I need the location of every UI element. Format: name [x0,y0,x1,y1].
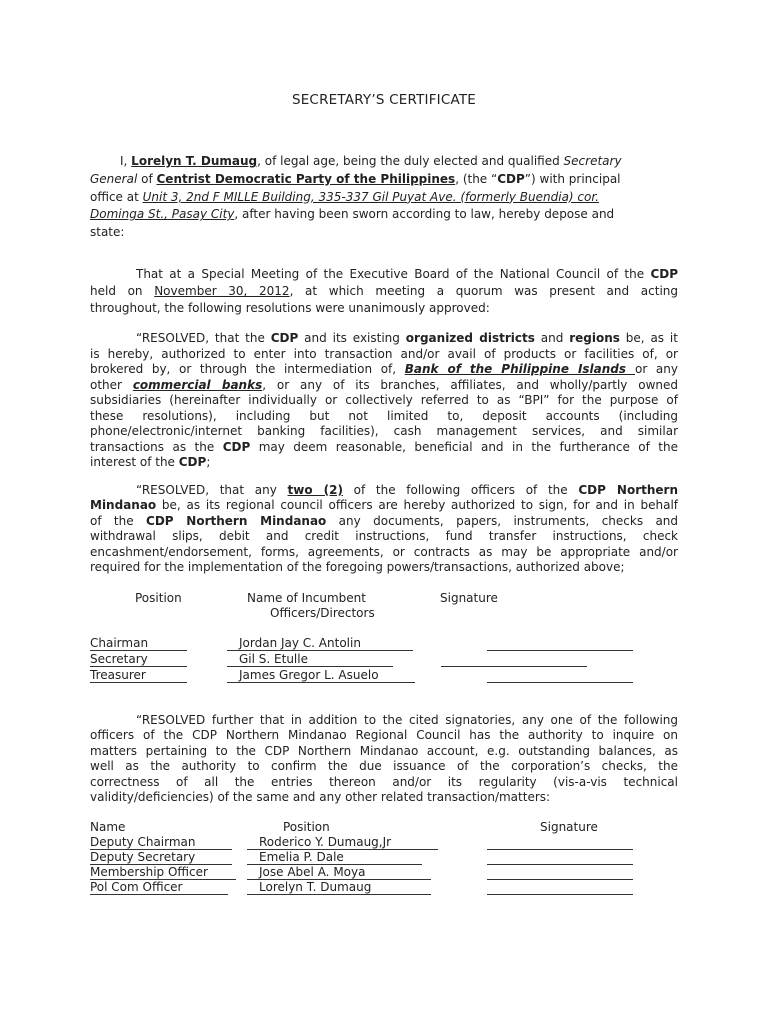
text-segment: be, as it [619,331,678,345]
name-cell: Jordan Jay C. Antolin [227,636,413,651]
text-segment: November 30, 2012 [154,284,290,299]
name-cell: Emelia P. Dale [247,850,422,865]
text-segment: CDP [178,455,207,469]
signature-line [441,652,587,667]
text-segment: encashment/endorsement, forms, agreements, or contracts as may be appropriate and/or [90,544,678,559]
text-segment: other [90,377,133,392]
signature-line [487,850,633,865]
text-segment: state: [90,225,125,240]
signature-line [487,880,633,895]
name-cell: James Gregor L. Asuelo [227,668,415,683]
text-line [90,727,678,743]
text-line [90,528,678,544]
text-line [136,330,678,346]
text-segment: regions [569,331,620,345]
text-line [90,283,678,299]
position-cell: Chairman [90,636,187,651]
text-segment: CDP [222,439,251,454]
text-segment: “RESOLVED further that in addition to the cited signatories, any one of the following [136,713,678,727]
text-segment: or any [635,362,678,376]
text-segment: two (2) [287,483,343,497]
text-segment: , at which meeting a quorum was present and acting [289,284,678,299]
text-line [90,206,614,222]
header-signature: Signature [540,820,598,834]
text-segment: Centrist Democratic Party of the Philippines [156,171,456,186]
text-segment: transactions as the [90,439,223,454]
text-segment: these resolutions), including but not limited to, deposit accounts (including [90,408,678,423]
text-segment: phone/electronic/internet banking facilities), cash management services, and similar [90,424,678,438]
text-segment: Unit 3, 2nd F MILLE Building, 335-337 Gil Puyat Ave. (formerly Buendia) cor. [142,189,600,204]
text-segment: of [137,171,157,186]
text-segment: CDP Northern [578,483,679,497]
name-cell: Jose Abel A. Moya [247,865,431,880]
text-line [136,266,678,282]
text-segment: any documents, papers, instruments, checks and [326,513,679,528]
header-signature: Signature [440,591,498,605]
text-segment: Mindanao [90,498,157,513]
text-line [90,189,599,205]
text-segment: That at a Special Meeting of the Executive Board of the National Council of the [136,267,651,281]
document-title: SECRETARY’S CERTIFICATE [291,92,477,108]
signature-line [487,636,633,651]
text-line [90,774,678,790]
text-segment: may deem reasonable, beneficial and in the furtherance of the [250,439,679,454]
text-line [90,300,490,316]
text-segment: withdrawal slips, debit and credit instructions, fund transfer instructions, check [90,529,678,544]
header-name: Name of Incumbent [247,591,366,605]
text-segment: throughout, the following resolutions were unanimously approved: [90,301,490,316]
text-segment: and its existing [298,331,406,345]
text-segment: and [534,331,570,345]
text-segment: subsidiaries (hereinafter individually or collectively referred to as “BPI” for the purpose of [90,393,678,407]
position-cell: Membership Officer [90,865,236,880]
text-segment: , of legal age, being the duly elected and qualified [257,154,564,168]
name-cell: Roderico Y. Dumaug,Jr [247,835,438,850]
text-line [90,408,678,424]
text-line [136,482,678,498]
text-segment: ”) with principal [524,171,621,186]
text-line [90,559,625,575]
text-line [90,743,678,759]
text-segment: be, as its regional council officers are hereby authorized to sign, for and in behalf [156,498,678,513]
text-line [90,361,678,377]
text-segment: office at [90,189,143,204]
text-segment: ; [206,455,211,469]
name-cell: Lorelyn T. Dumaug [247,880,431,895]
text-line [90,513,678,529]
text-segment: General [90,171,138,186]
signature-line [487,668,633,683]
text-segment: held on [90,284,155,299]
text-segment: correctness of all the entries thereon and/or its regularity (vis-a-vis technical [90,774,678,789]
text-segment: “RESOLVED, that the [136,331,271,345]
text-segment: of the following officers of the [342,483,579,497]
text-line [90,789,550,805]
text-line [90,423,678,439]
position-cell: Pol Com Officer [90,880,228,895]
text-line [136,712,678,728]
text-segment: , (the “ [455,171,498,186]
text-segment: , or any of its branches, affiliates, and wholly/partly owned [262,377,679,392]
text-segment: brokered by, or through the intermediation of, [90,362,405,376]
text-line [90,544,678,560]
text-segment: is hereby, authorized to enter into transaction and/or avail of products or facilities of, or [90,346,678,361]
text-segment: CDP [497,171,525,186]
position-cell: Deputy Chairman [90,835,232,850]
header-position: Position [283,820,330,834]
text-segment: CDP [270,331,299,345]
signature-line [487,865,633,880]
position-cell: Deputy Secretary [90,850,232,865]
signature-line [487,835,633,850]
text-segment: CDP Northern Mindanao [146,513,327,528]
text-line [90,171,621,187]
text-segment: I, [120,154,132,168]
header-position: Position [135,591,182,605]
text-segment: well as the authority to confirm the due issuance of the corporation’s checks, the [90,759,678,774]
text-line [90,224,124,240]
text-segment: commercial banks [132,377,263,392]
header-name-line2: Officers/Directors [270,606,375,620]
text-segment: organized districts [405,331,535,345]
text-segment: matters pertaining to the CDP Northern Mindanao account, e.g. outstanding balances, as [90,743,678,758]
text-segment: interest of the [90,455,179,469]
text-line [90,346,678,362]
text-segment: CDP [650,267,678,281]
text-segment: validity/deficiencies) of the same and any other related transaction/matters: [90,790,551,804]
text-line [120,153,622,169]
name-cell: Gil S. Etulle [227,652,393,667]
text-segment: required for the implementation of the foregoing powers/transactions, authorized above; [90,560,625,574]
header-name: Name [90,820,126,834]
text-segment: “RESOLVED, that any [136,483,288,497]
text-line [90,377,678,393]
position-cell: Treasurer [90,668,187,683]
text-segment: Bank of the Philippine Islands [404,362,636,376]
text-line [90,454,210,470]
position-cell: Secretary [90,652,187,667]
text-segment: of the [90,513,147,528]
text-segment: Secretary [563,154,622,168]
text-line [90,758,678,774]
text-segment: , after having been sworn according to law, hereby depose and [234,207,615,222]
text-segment: officers of the CDP Northern Mindanao Regional Council has the authority to inquire on [90,728,678,743]
text-segment: Dominga St., Pasay City [90,207,235,222]
text-line [90,392,678,408]
text-line [90,439,678,455]
text-line [90,497,678,513]
text-segment: Lorelyn T. Dumaug [131,154,258,168]
